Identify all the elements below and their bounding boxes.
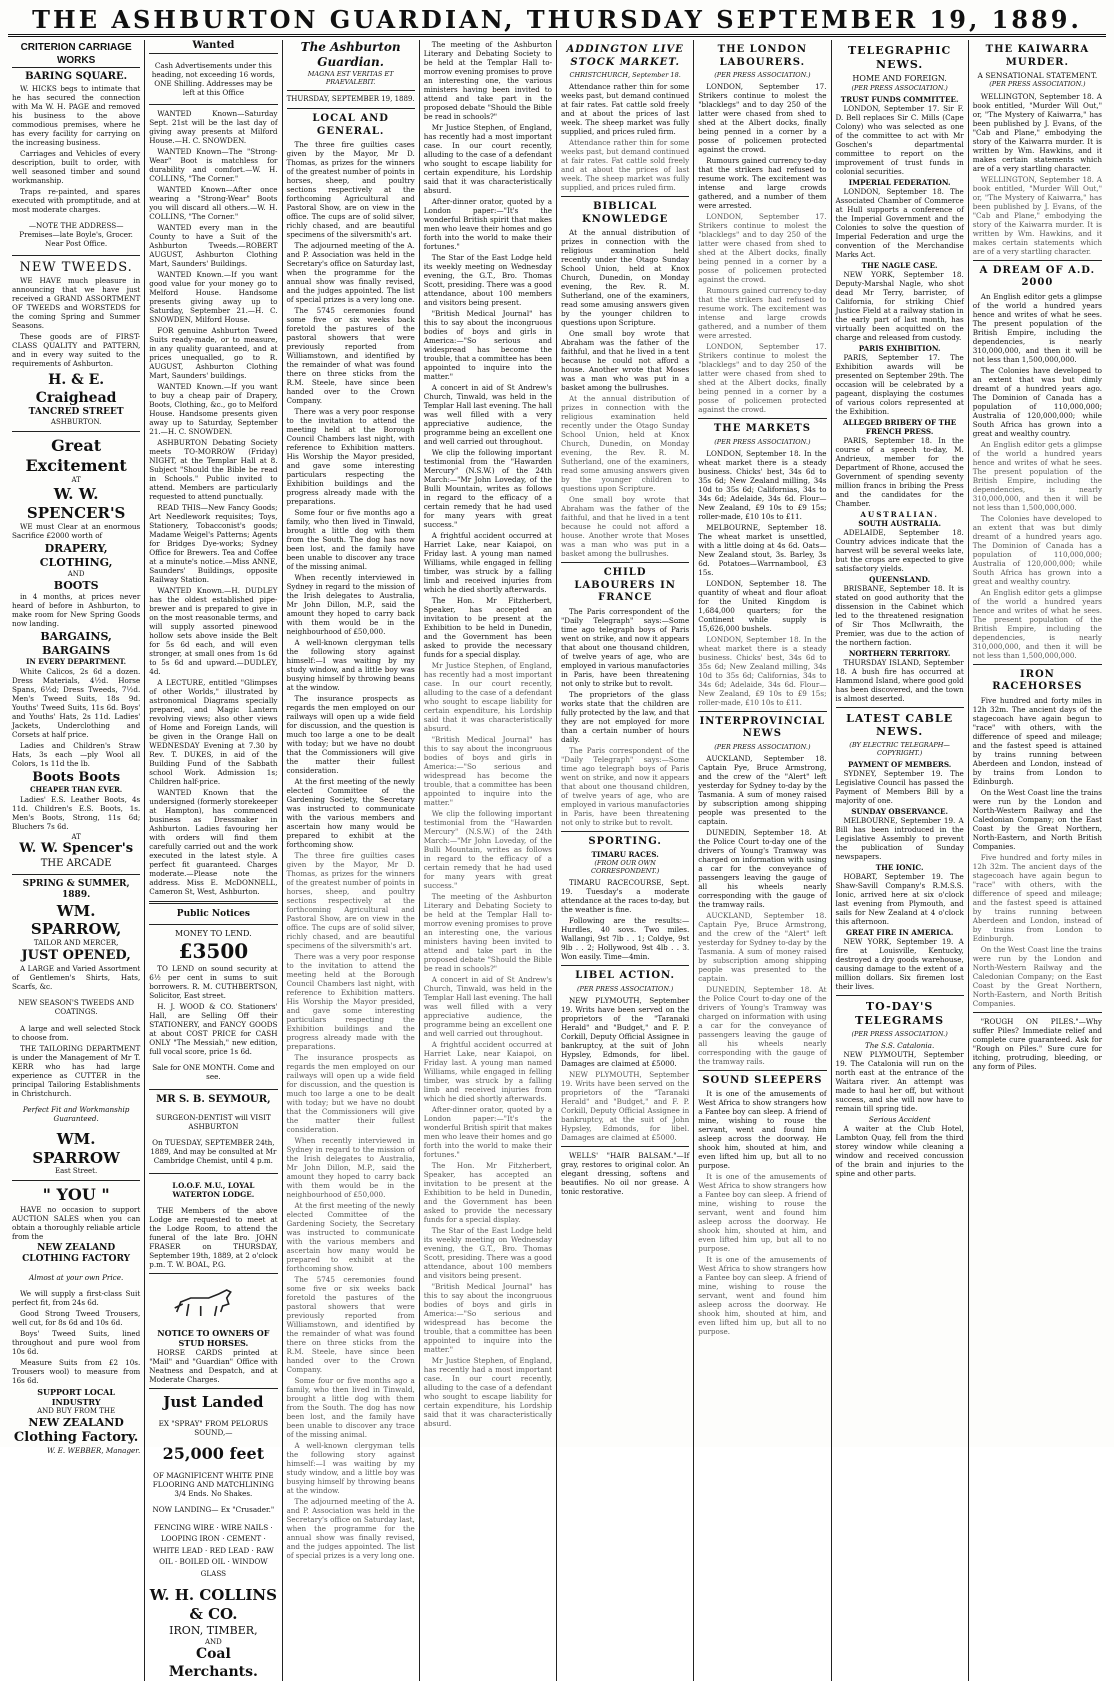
ad-text: NOW LANDING— Ex "Crusader." <box>152 1505 275 1515</box>
section-heading: SOUND SLEEPERS <box>702 1074 823 1086</box>
ad-text: Almost at your own Price. <box>29 1272 124 1282</box>
column-2 <box>145 40 282 1681</box>
article-text: The Colonies have developed to an extent that was but dimly dreamt of a hundred years ago. The Dominion of Canada has a population of 110,000,000; Australia of 120,000,000; while South Africa has grown into a great and wealthy country. <box>972 513 1102 586</box>
ad-heading: 25,000 feet <box>162 1444 265 1464</box>
wanted-ad: ASHBURTON Debating Society meets TO-MORROW (Friday) NIGHT, at the Templar Hall at 8. Subject "Should the Bible be read in Schools." Public invited to attend. Members are particularly requested to attend punctually. <box>149 437 278 501</box>
ad-heading: DRAPERY, CLOTHING, <box>39 542 113 570</box>
ad-subheading: ASHBURTON. <box>50 418 102 427</box>
ad-heading: Coal Merchants. <box>168 1646 258 1680</box>
article-text: TIMARU RACECOURSE, Sept. 19. Tuesday's a moderate attendance at the races to-day, but the weather is fine. <box>561 878 690 915</box>
article-text: At the first meeting of the newly elected Committee of the Gardening Society, the Secretary was instructed to communicate with the various members and ascertain how many would be prepared to exhibit at the forthcoming show. <box>286 1201 415 1273</box>
ad-heading: NEW ZEALAND CLOTHING FACTORY <box>22 1243 131 1265</box>
section-heading: BIBLICAL KNOWLEDGE <box>581 201 669 225</box>
article-text: LONDON, September 17. Sir F. D. Bell replaces Sir C. Mills (Cape Colony) who was selected as one of the committee to act with Mr Goschen's departmental committee to report on the improvement of trust funds in colonial securities. <box>835 103 964 176</box>
byline: (BY ELECTRIC TELEGRAPH—COPYRIGHT.) <box>849 741 950 758</box>
ad-heading: W. W. SPENCER'S <box>26 484 126 522</box>
article-text: The Hon. Mr Fitzherbert, Speaker, has accepted an invitation to be present at the Exhibition to be held in Dunedin, and the Government has been asked to provide the necessary funds for a special display. <box>423 596 552 659</box>
ad-heading: SUPPORT LOCAL INDUSTRY <box>37 1387 116 1407</box>
article-text: It is one of the amusements of West Africa to show strangers how a Fantee boy can sleep. A friend of mine, wishing to rouse the servant, went and found him asleep across the doorway. He shook him, shouted at him, and even lifted him up, but all to no purpose. <box>698 1089 827 1171</box>
ad-text: Ladies' E.S. Leather Boots, 4s 11d. Children's E.S. Boots, 1s. Men's Boots, Strong, 11s 6d; Bluchers 7s 6d. <box>12 794 141 831</box>
ad-heading: W. H. COLLINS & CO. <box>149 1586 277 1624</box>
paper-motto: MAGNA EST VERITAS ET PRAEVALEBIT. <box>307 70 394 87</box>
article-text: Attendance rather thin for some weeks past, but demand continued at fair rates. Fat cattle sold freely and at about the prices of last week. The sheep market was fully supplied, and prices ruled firm. <box>561 82 690 137</box>
article-text: Attendance rather thin for some weeks past, but demand continued at fair rates. Fat cattle sold freely and at about the prices of last week. The sheep market was fully supplied, and prices ruled firm. <box>561 138 690 193</box>
wanted-ad: FOR genuine Ashburton Tweed Suits ready-made, or to measure, in any quality guaranteed, and at prices unequalled, go to R. AUGUST, Ashburton Clothing Mart, Saunders' buildings. <box>149 325 278 380</box>
wanted-ad: WANTED Known.—If you want to buy a cheap pair of Drapery, Boots, Clothing, &c., go to Melford House. Handsome presents given away up to Saturday, September 21.—H. C. SNOWDEN. <box>149 381 278 436</box>
section-heading: Wanted <box>149 40 277 54</box>
ad-text: A large and well selected Stock to choose from. <box>12 1023 141 1042</box>
ad-text: —NOTE THE ADDRESS— Premises—late Boyle's, Grocer. Near Post Office. <box>19 220 133 248</box>
notice-text: H. J. WOOD & CO. Stationers' Hall, are Selling Off their STATIONERY, and FANCY GOODS at about COST PRICE for CASH ONLY "The Messiah," new edition, full vocal score, price 1s 6d. <box>149 1002 278 1057</box>
wanted-ad: READ THIS—New Fancy Goods; Art Needlework requisites; Toys, Stationery, Tobacconist's goods; Madame Weigel's Patterns; Agents for Bridges Dye-works; Sydney Office for Brewers. Tea and Coffee at a minute's notice.—Miss ANNE, Saunders' Buildings, opposite Railway Station. <box>149 502 278 584</box>
article-text: On the West Coast line the trains were run by the London and North-Western Railway and the Caledonian Company; on the East Coast by the Great Northern, North-Eastern, and North British Companies. <box>972 944 1102 1008</box>
ad-text: Boys' Tweed Suits, lined throughout and pure wool from 10s 6d. <box>12 1329 141 1356</box>
column-1 <box>8 40 145 1681</box>
news-heading: TRUST FUNDS COMMITTEE. <box>840 94 959 104</box>
byline: (PER PRESS ASSOCIATION.) <box>851 1029 948 1038</box>
ad-heading: WM. SPARROW, <box>30 901 122 939</box>
notice-heading: £3500 <box>178 939 249 964</box>
ad-subheading: AND BUY FROM THE <box>37 1407 116 1415</box>
article-text: On the West Coast line the trains were run by the London and North-Western Railway and the Caledonian Company; on the East Coast by the Great Northern, North-Eastern, and North British Companies. <box>972 787 1102 851</box>
ad-heading: Boots Boots <box>32 769 121 785</box>
section-heading: ADDINGTON LIVE STOCK MARKET. <box>566 44 684 68</box>
news-heading: SUNDAY OBSERVANCE. <box>851 807 948 817</box>
article-text: AUCKLAND, September 18. Captain Pye, Bruce Armstrong, and the crew of the "Alert" left yesterday for Sydney to-day by the Tasmania. A sum of money raised by subscription among shipping people was presented to the captain. <box>698 910 827 983</box>
article-text: The Paris correspondent of the "Daily Telegraph" says:—Some time ago telegraph boys of Paris went on strike, and now it appears that about one thousand children, of twelve years of age, who are employed in various manufactories in Paris, have been threatening not only to strike but to revolt. <box>561 745 690 827</box>
article-text: A concert in aid of St Andrew's Church, Tinwald, was held in the Templar Hall last evening. The hall was well filled with a very appreciative audience, the programme being an excellent one and well carried out throughout. <box>423 975 552 1038</box>
article-text: An English editor gets a glimpse of the world a hundred years hence and writes of what he sees. The present population of the British Empire, including the dependencies, is nearly 310,000,000, and then it will be not less than 1,500,000,000. <box>972 439 1102 512</box>
article-text: SYDNEY, September 19. The Legislative Council has passed the Payment of Members Bill by a majority of one. <box>835 769 964 806</box>
notice-text: TO LEND on sound security at 6½ per cent in sums to suit borrowers. R. M. CUTHBERTSON, Solicitor, East street. <box>149 964 278 1001</box>
news-heading: GREAT FIRE IN AMERICA. <box>845 928 954 938</box>
article-text: The 5745 ceremonies found some five or six weeks back foretold the pastures of the pastoral showers that were previously reported from Williamstown, and identified by the remainder of what was found there on three sticks from the R.M. Steele, have since been handed over to the Crown Company. <box>286 1275 415 1374</box>
section-heading: INTERPROVINCIAL NEWS <box>699 715 826 740</box>
news-heading: THE NAGLE CASE. <box>861 260 938 270</box>
article-text: One small boy wrote that Abraham was the father of the faithful, and that he lived in a tent because he could not afford a house. Another wrote that Moses was a man who was put in a basket among the bullrushes. <box>561 329 690 393</box>
section-heading: LATEST CABLE NEWS. <box>846 711 954 739</box>
ad-text: WE HAVE much pleasure in announcing that we have just received a GRAND ASSORTMENT OF TWEEDS and WORSTEDS for the coming Spring and Summer Seasons. <box>12 276 141 331</box>
article-text: A frightful accident occurred at Harriet Lake, near Kaiapoi, on Friday last. A young man named Williams, while engaged in felling timber, was struck by a falling limb and received injuries from which he died shortly afterwards. <box>423 531 552 594</box>
article-text: Rumours gained currency to-day that the strikers had refused to resume work. The excitement was intense and large crowds gathered, and a number of them were arrested. <box>698 286 827 341</box>
article-text: PARIS, September 18. In the course of a speech to-day, M. Andrieux, member for the Department of Rhone, accused the Government of spending seventy million francs in bribing the Press and the candidates for the Chamber. <box>835 435 964 508</box>
issue-date: THURSDAY, SEPTEMBER 19, 1889. <box>286 95 415 104</box>
ad-heading: BOOTS <box>53 578 99 592</box>
section-heading: Public Notices <box>176 908 250 919</box>
article-text: The Star of the East Lodge held its weekly meeting on Wednesday evening, the G.T., Bro. Thomas Scott, presiding. There was a good attendance, about 100 members and visitors being present. <box>423 1226 552 1280</box>
ad-text: THE TAILORING DEPARTMENT is under the Management of Mr T. KERR who has had large experience as CUTTER in the principal Tailoring Establishments in Christchurch. <box>12 1043 141 1098</box>
news-heading: QUEENSLAND. <box>869 574 931 584</box>
article-text: At the annual distribution of prizes in connection with the religious examination held recently under the Otago Sunday School Union, held at Knox Church, Dunedin, on Monday evening, the Rev. R. M. Sutherland, one of the examiners, read some amusing answers given by the younger children to questions upon Scripture. <box>561 394 690 494</box>
article-text: LONDON, September 18. The quantity of wheat and flour afloat for the United Kingdom is 1,684,000 quarters; for the Continent while supply is 15,626,000 bushels. <box>698 578 827 633</box>
section-subheading: A SENSATIONAL STATEMENT. <box>977 71 1098 80</box>
article-text: LONDON, September 17. Strikers continue to molest the "blacklegs" and to day 250 of the latter were chased from shed to shed at the Albert docks, finally being penned in a corner by a posse of policemen protected against the crowd. <box>698 342 827 415</box>
column-7 <box>832 40 969 1681</box>
notice-heading: NOTICE TO OWNERS OF STUD HORSES. <box>157 1327 270 1348</box>
wanted-ad: WANTED Known—The "Strong-Wear" Boot is matchless for durability and comfort.—W. H. COLLINS, "The Corner." <box>149 146 278 183</box>
article-text: THURSDAY ISLAND, September 18. A bush fire has occurred at Hammond Island, where good gold has been discovered, and the town is almost deserted. <box>835 657 964 703</box>
news-heading: PAYMENT OF MEMBERS. <box>847 760 952 770</box>
wanted-ad: WANTED Known—After once wearing a "Strong-Wear" Boots you will discard all others.—W. H. COLLINS, "The Corner." <box>149 184 278 221</box>
article-text: The insurance prospects as regards the men employed on our railways will open up a wide field for discussion, and the question is much too large a one to be dealt with today; but we have no doubt that the Commissioners will give the matter their fullest consideration. <box>286 694 415 775</box>
article-text: DUNEDIN, September 18. At the Police Court to-day one of the drivers of Young's Tramway was charged on information with using a car for the conveyance of passengers leaving the gauge of all his wheels nearly corresponding with the gauge of the tramway rails. <box>698 984 827 1066</box>
notice-text: I.O.O.F. M.U., LOYAL WATERTON LODGE. <box>172 1180 255 1199</box>
ad-heading: BARGAINS, BARGAINS <box>40 630 112 658</box>
wanted-ad: WANTED Known.—H. DUDLEY has the oldest established pipe-brewer and is prepared to give in on the most reasonable terms, and will supply assorted pinewood hollow sets above inside the Belt for 5s 6d each, and will even stronger, at small ones from 1s 6d to 5s 6d and upward.—DUDLEY, 4d. <box>149 585 278 676</box>
ad-text: White Calicos, 2s 6d a dozen. Dress Materials, 4½d. Horse Spans, 6½d; Dress Tweeds, 7½d. Men's Tweed Suits, 18s 9d. Youths' Tweed Suits, 11s 6d. Boys' and Youths' Hats, 2s 11d. Ladies' Jackets, Underclothing and Corsets at half price. <box>12 666 141 739</box>
article-text: After-dinner orator, quoted by a London paper:—"It's the wonderful British spirit that makes men who leave their homes and go forth into the world to make their fortunes." <box>423 197 552 251</box>
article-text: The Colonies have developed to an extent that was but dimly dreamt of a hundred years ago. The Dominion of Canada has a population of 110,000,000; Australia of 120,000,000; while South Africa has grown into a great and wealthy country. <box>972 365 1102 438</box>
article-text: Some four or five months ago a family, who then lived in Tinwald, brought a little dog with them from the South. The dog has now been lost, and the family have been unable to discover any trace of the missing animal. <box>286 508 415 571</box>
ad-text: Carriages and Vehicles of every description, built to order, with well seasoned timber and sound workmanship. <box>12 148 141 185</box>
article-text: The meeting of the Ashburton Literary and Debating Society to be held at the Templar Hall to-morrow evening promises to prove an interesting one, the various ministers having been invited to attend and take part in the proposed debate "Should the Bible be read in schools?" <box>423 892 552 973</box>
article-text: NEW PLYMOUTH, September 19. The Catalonia will run on the north east at the entrance of the Waitara river. An attempt was made to haul her off, but without success, and she will now have to remain till spring tide. <box>835 1050 964 1113</box>
ad-subheading: CHEAPER THAN EVER. <box>29 784 123 794</box>
article-text: NEW YORK, September 18. Deputy-Marshal Nagle, who shot dead Mr Terry, barrister, of California, for striking Chief Justice Field at a railway station in the early part of last month, has virtually been acquitted on the charge and released from custody. <box>835 269 964 342</box>
article-text: A concert in aid of St Andrew's Church, Tinwald, was held in the Templar Hall last evening. The hall was well filled with a very appreciative audience, the programme being an excellent one and well carried out throughout. <box>423 383 552 446</box>
article-text: The three fire guilties cases given by the Mayor, Mr D. Thomas, as prizes for the winners of the greatest number of points in horses, sheep, and poultry sections respectively at the forthcoming Agricultural and Pastoral Show, are on view in the office. The cups are of solid silver, richly chased, and are beautiful specimens of the silversmith's art. <box>286 140 415 239</box>
section-heading: THE KAIWARRA MURDER. <box>985 44 1090 68</box>
article-text: It is one of the amusements of West Africa to show strangers how a Fantee boy can sleep. A friend of mine, wishing to rouse the servant, went and found him asleep across the doorway. He shook him, shouted at him, and even lifted him up, but all to no purpose. <box>698 1255 827 1337</box>
article-text: WELLINGTON, September 18. A book entitled, "Murder Will Out," or, "The Mystery of Kaiwarra," has been published by J. Evans, of the "Cab and Plane," embodying the story of the Kaiwarra murder. It is written by Wm. Hawkins, and it makes certain statements which are of a very startling character. <box>972 174 1102 256</box>
article-text: A well-known clergyman tells the following story against himself:—I was waiting by my study window, and a little boy was busying himself by throwing beans at the window. <box>286 1441 415 1495</box>
notice-text: Cash Advertisements under this heading, not exceeding 16 words, ONE Shilling. Addresses may be left at this Office <box>151 60 275 97</box>
article-text: Mr Justice Stephen, of England, has recently had a most important case. In our court recently, alluding to the case of a defendant who sought to escape liability for certain expenditure, his Lordship said that it was characteristically absurd. <box>423 123 552 195</box>
article-text: There was a very poor response to the invitation to attend the meeting held at the Borough Council Chambers last night, with reference to Exhibition matters. His Worship the Mayor presided, and gave some interesting particulars respecting the Exhibition buildings and the progress already made with the preparations. <box>286 952 415 1051</box>
ad-text: Good Strong Tweed Trousers, well cut, for 8s 6d and 10s 6d. <box>12 1309 141 1327</box>
notice-heading: MR S. B. SEYMOUR, <box>156 1093 271 1105</box>
paper-title: The Ashburton Guardian. <box>300 40 401 69</box>
ad-heading: WM. SPARROW <box>32 1129 120 1167</box>
wanted-ad: WANTED Known.—If you want good value for your money go to Melford House. Handsome presents giving away up to Saturday, September 21.—H. C. SNOWDEN, Milford House. <box>149 269 278 324</box>
section-heading: LOCAL AND GENERAL. <box>312 113 389 137</box>
ad-subheading: IRON, TIMBER, <box>169 1623 258 1637</box>
byline: (PER PRESS ASSOCIATION.) <box>851 83 948 92</box>
article-text: When recently interviewed in Sydney in regard to the mission of the Irish delegates to Australia, Mr John Dillon, M.P., said the amount they hoped to carry back with them would be in the neighbourhood of £50,000. <box>286 1136 415 1199</box>
ad-heading: JUST OPENED, <box>21 947 131 963</box>
section-heading: THE LONDON LABOURERS. <box>717 44 808 68</box>
article-text: Some four or five months ago a family, who then lived in Tinwald, brought a little dog with them from the South. The dog has now been lost, and the family have been unable to discover any trace of the missing animal. <box>286 1376 415 1439</box>
article-text: The 5745 ceremonies found some five or six weeks back foretold the pastures of the pastoral showers that were previously reported from Williamstown, and identified by the remainder of what was found there on three sticks from the R.M. Steele, have since been handed over to the Crown Company. <box>286 306 415 405</box>
news-heading: NORTHERN TERRITORY. <box>848 648 951 658</box>
notice-text: HORSE CARDS printed at "Mail" and "Guardian" Office with Neatness and Despatch, and at Moderate Charges. <box>149 1347 278 1384</box>
ad-subheading: BARING SQUARE. <box>25 71 128 82</box>
article-text: After-dinner orator, quoted by a London paper:—"It's the wonderful British spirit that makes men who leave their homes and go forth into the world to make their fortunes." <box>423 1105 552 1159</box>
article-text: Mr Justice Stephen, of England, has recently had a most important case. In our court recently, alluding to the case of a defendant who sought to escape liability for certain expenditure, his Lordship said that it was characteristically absurd. <box>423 661 552 733</box>
column-4 <box>420 40 557 1681</box>
article-text: The meeting of the Ashburton Literary and Debating Society to be held at the Templar Hall to-morrow evening promises to prove an interesting one, the various ministers having been invited to attend and take part in the proposed debate "Should the Bible be read in schools?" <box>423 40 552 121</box>
ad-subheading: THE ARCADE <box>40 857 112 869</box>
article-text: An English editor gets a glimpse of the world a hundred years hence and writes of what he sees. The present population of the British Empire, including the dependencies, is nearly 310,000,000, and then it will be not less than 1,500,000,000. <box>972 291 1102 364</box>
ad-text: We will supply a first-class Suit perfect fit, from 24s 6d. <box>12 1289 141 1307</box>
ad-text: FENCING WIRE · WIRE NAILS · LOOPING IRON · CEMENT · WHITE LEAD · RED LEAD · RAW OIL · BOILED OIL · WINDOW GLASS <box>152 1522 274 1578</box>
ad-text: Traps re-painted, and spares executed with promptitude, and at most moderate charges. <box>12 186 141 214</box>
article-text: Five hundred and forty miles in 12h 32m. The ancient days of the stagecoach have again begun to "race" with others, with the difference of speed and mileage; and the fastest speed is attained by trains running between Aberdeen and London, instead of by trains from London to Edinburgh. <box>972 852 1102 943</box>
ad-subheading: AT <box>71 832 81 841</box>
ad-text: Measure Suits from £2 10s. Trousers wool) to measure from 16s 6d. <box>12 1358 141 1385</box>
article-text: The three fire guilties cases given by the Mayor, Mr D. Thomas, as prizes for the winners of the greatest number of points in horses, sheep, and poultry sections respectively at the forthcoming Agricultural and Pastoral Show, are on view in the office. The cups are of solid silver, richly chased, and are beautiful specimens of the silversmith's art. <box>286 851 415 950</box>
news-heading: The S.S. Catalonia. <box>865 1041 935 1050</box>
ad-heading: CRITERION CARRIAGE WORKS <box>12 42 140 68</box>
section-subheading: TIMARU RACES. <box>591 850 659 860</box>
article-text: Five hundred and forty miles in 12h 32m. The ancient days of the stagecoach have again begun to "race" with others, with the difference of speed and mileage; and the fastest speed is attained by trains running between Aberdeen and London, instead of by trains from London to Edinburgh. <box>972 695 1102 786</box>
ad-heading: Great Excitement <box>25 436 127 476</box>
notice-heading: MONEY TO LEND. <box>175 929 252 939</box>
columns <box>8 40 1106 1680</box>
article-text: The proprietors of the glass works state that the children are fully protected by the law, and that they are not employed for more than a certain number of hours daily. <box>561 689 690 744</box>
article-text: "British Medical Journal" has this to say about the incongruous bodies of boys and girls in America:—"So serious and widespread has become the trouble, that a committee has been appointed to inquire into the matter." <box>423 309 552 381</box>
ad-subheading: AND <box>67 569 85 578</box>
byline: (PER PRESS ASSOCIATION.) <box>714 437 811 446</box>
article-text: NEW YORK, September 19. A fire at Louisville, Kentucky, destroyed a dry goods warehouse, causing damage to the extent of a million dollars. Six firemen lost their lives. <box>835 937 964 992</box>
ad-text: Perfect Fit and Workmanship Guaranteed. <box>22 1104 130 1123</box>
column-3 <box>283 40 420 1681</box>
article-text: LONDON, September 17. Strikers continue to molest the "blacklegs" and to day 250 of the latter were chased from shed to shed at the Albert docks, finally being penned in a corner by a posse of policemen protected against the crowd. <box>698 82 827 155</box>
article-text: We clip the following important testimonial from the "Hawarden Mercury" (N.S.W.) of the 24th March:—"Mr John Loveday, of the Bulli Mountain, writes as follows in regard to the efficacy of a certain remedy that he had used for many years with great success." <box>423 448 552 529</box>
byline: (PER PRESS ASSOCIATION.) <box>714 71 811 79</box>
section-heading: CHILD LABOURERS IN FRANCE <box>574 567 676 604</box>
ad-heading: W. W. Spencer's <box>19 841 134 857</box>
ad-text: Ladies and Children's Straw Hats, 3s each —ply Wool all Colors, 1s 11d the lb. <box>12 740 141 768</box>
ad-text: in 4 months, at prices never heard of before in Ashburton, to make room for New Spring Goods now landing. <box>12 592 141 629</box>
notice-text: SURGEON-DENTIST will VISIT ASHBURTON <box>155 1113 271 1132</box>
article-text: A waiter at the Club Hotel, Lambton Quay, fell from the third storey window while cleaning a window and received concussion of the brain and injuries to the spine and other parts. <box>835 1124 964 1178</box>
notice-text: THE Members of the above Lodge are requested to meet at the Lodge Room, to attend the funeral of the late Bro. JOHN FRASER on THURSDAY, September 19th, 1889, at 2 o'clock p.m. T. W. BOAL, P.G. <box>149 1205 278 1269</box>
section-heading: IRON RACEHORSES <box>992 668 1083 692</box>
race-results: Following are the results:— Hurdles, 40 sovs. Two miles. Wallangi, 9st 7lb . . 1; Coldye, 9st 9lb . . 2; Hollywood, 9st 4lb . . 3. Won easily. Time—4min. <box>561 916 690 962</box>
news-heading: SOUTH AUSTRALIA. <box>858 518 942 528</box>
wanted-ad: A LECTURE, entitled "Glimpses of other Worlds," illustrated by astronomical Diagrams specially prepared, and Magic Lantern revolving views; also other views of Home and Foreign Lands, will be given in the Orange Hall on WEDNESDAY Evening at 7.30 by Rev. T. DUKES, in aid of the Building Fund of the Sabbath school Work. Admission 1s; Children half-price. <box>149 677 278 786</box>
article-text: DUNEDIN, September 18. At the Police Court to-day one of the drivers of Young's Tramway was charged on information with using a car for the conveyance of passengers leaving the gauge of all his wheels nearly corresponding with the gauge of the tramway rails. <box>698 827 827 909</box>
section-heading: THE MARKETS <box>713 423 811 435</box>
article-text: MELBOURNE, September 18. The wheat market is unsettled, with a little doing at 4s 6d. Oats—New Zealand stout, 3s. Barley, 3s 6d. Potatoes—Warrnambool, £3 15s. <box>698 522 827 577</box>
article-text: PARIS, September 17. The Exhibition awards will be presented on September 29th. The occasion will be celebrated by a pageant, displaying the costumes of various colors represented at the Exhibition. <box>835 352 964 416</box>
ad-text: OF MAGNIFICENT WHITE PINE FLOORING AND MATCHLINING 3/4 Ends. No Shakes. <box>152 1471 274 1499</box>
news-heading: AUSTRALIAN. <box>860 509 939 519</box>
news-heading: Serious Accident <box>868 1115 931 1124</box>
notice-text: Sale for ONE MONTH. Come and see. <box>152 1063 275 1082</box>
article-text: One small boy wrote that Abraham was the father of the faithful, and that he lived in a tent because he could not afford a house. Another wrote that Moses was a man who was put in a basket among the bullrushes. <box>561 495 690 559</box>
wanted-ad: WANTED Known—Saturday Sept. 21st will be the last day of giving away presents at Milford House.—H. C. SNOWDEN. <box>149 108 278 145</box>
byline: (PER PRESS ASSOCIATION.) <box>576 984 674 993</box>
article-text: An English editor gets a glimpse of the world a hundred years hence and writes of what he sees. The present population of the British Empire, including the dependencies, is nearly 310,000,000, and then it will be not less than 1,500,000,000. <box>972 587 1102 660</box>
article-text: Rumours gained currency to-day that the strikers had refused to resume work. The excitement was intense and large crowds gathered, and a number of them were arrested. <box>698 156 827 211</box>
article-text: LONDON, September 17. Strikers continue to molest the "blacklegs" and to day 250 of the latter were chased from shed to shed at the Albert docks, finally being penned in a corner by a posse of policemen protected against the crowd. <box>698 212 827 285</box>
section-heading: TELEGRAPHIC NEWS. <box>847 44 952 71</box>
masthead <box>8 4 1106 37</box>
news-heading: PARIS EXHIBITION. <box>858 343 941 353</box>
ad-text: W. HICKS begs to intimate that he has secured the connection with Ma W. H. PAGE and removed his business to the above commodious premises, where he has every facility for carrying on the increasing business. <box>12 83 141 147</box>
article-text: At the first meeting of the newly elected Committee of the Gardening Society, the Secretary was instructed to communicate with the various members and ascertain how many would be prepared to exhibit at the forthcoming show. <box>286 777 415 849</box>
article-text: WELLINGTON, September 18. A book entitled, "Murder Will Out," or, "The Mystery of Kaiwarra," has been published by J. Evans, of the "Cab and Plane," embodying the story of the Kaiwarra murder. It is written by Wm. Hawkins, and it makes certain statements which are of a very startling character. <box>972 91 1102 173</box>
ad-text: EX "SPRAY" FROM PELORUS SOUND,— <box>158 1418 269 1437</box>
article-text: It is one of the amusements of West Africa to show strangers how a Fantee boy can sleep. A friend of mine, wishing to rouse the servant, went and found him asleep across the doorway. He shook him, shouted at him, and even lifted him up, but all to no purpose. <box>698 1172 827 1254</box>
article-text: There was a very poor response to the invitation to attend the meeting held at the Borough Council Chambers last night, with reference to Exhibition matters. His Worship the Mayor presided, and gave some interesting particulars respecting the Exhibition buildings and the progress already made with the preparations. <box>286 407 415 506</box>
ad-heading: " YOU " <box>42 1185 110 1205</box>
section-heading: SPORTING. <box>588 835 662 847</box>
article-text: When recently interviewed in Sydney in regard to the mission of the Irish delegates to Australia, Mr John Dillon, M.P., said the amount they hoped to carry back with them would be in the neighbourhood of £50,000. <box>286 573 415 636</box>
column-6 <box>694 40 831 1681</box>
ad-subheading: East Street. <box>55 1167 98 1176</box>
ad-text: HAVE no occasion to support AUCTION SALES when you can obtain a thoroughly reliable article from the <box>12 1205 141 1242</box>
news-heading: ALLEGED BRIBERY OF THE FRENCH PRESS. <box>842 417 957 436</box>
article-text: A frightful accident occurred at Harriet Lake, near Kaiapoi, on Friday last. A young man named Williams, while engaged in felling timber, was struck by a falling limb and received injuries from which he died shortly afterwards. <box>423 1040 552 1103</box>
article-text: The adjourned meeting of the A. and P. Association was held in the Secretary's office on Saturday last, when the programme for the annual show was finally revised, and the judges appointed. The list of special prizes is a very long one. <box>286 1497 415 1560</box>
article-text: "British Medical Journal" has this to say about the incongruous bodies of boys and girls in America:—"So serious and widespread has become the trouble, that a committee has been appointed to inquire into the matter." <box>423 1282 552 1354</box>
ad-subheading: IN EVERY DEPARTMENT. <box>26 656 127 666</box>
section-heading: TO-DAY'S TELEGRAMS <box>855 1000 945 1028</box>
article-text: The Star of the East Lodge held its weekly meeting on Wednesday evening, the G.T., Bro. Thomas Scott, presiding. There was a good attendance, about 100 members and visitors being present. <box>423 253 552 307</box>
article-text: BRISBANE, September 18. It is stated on good authority that the dissension in the Cabinet which led to the threatened resignation of Sir Thos McIlwraith, the Premier, was due to the action of the northern faction. <box>835 583 964 647</box>
byline: (PER PRESS ASSOCIATION.) <box>989 80 1086 89</box>
column-5 <box>557 40 694 1681</box>
ad-text: WE must Clear at an enormous Sacrifice £2000 worth of <box>12 522 141 541</box>
ad-heading: Just Landed <box>163 1392 264 1411</box>
ad-text: These goods are of FIRST-CLASS QUALITY and PATTERN, and in every way suited to the requirements of Ashburton. <box>12 332 141 369</box>
article-text: WELLS' "HAIR BALSAM."—If gray, restores to original color. An elegant dressing, softens and beautifies. No oil nor grease. A tonic restorative. <box>561 1151 690 1196</box>
notice-text: On TUESDAY, SEPTEMBER 24th, 1889, And may be consulted at Mr Cambridge Chemist, until 4 p.m. <box>150 1138 277 1166</box>
article-text: The adjourned meeting of the A. and P. Association was held in the Secretary's office on Saturday last, when the programme for the annual show was finally revised, and the judges appointed. The list of special prizes is a very long one. <box>286 241 415 304</box>
ad-subheading: TAILOR AND MERCER, <box>33 939 119 948</box>
article-text: "ROUGH ON PILES."—Why suffer Piles? Immediate relief and complete cure guaranteed. Ask for "Rough on Piles." Sure cure for itching, protruding, bleeding, or any form of Piles. <box>972 1016 1102 1071</box>
article-text: ADELAIDE, September 18. Country advices indicate that the harvest will be several weeks late, but the crops are expected to give satisfactory yields. <box>835 527 964 573</box>
article-text: We clip the following important testimonial from the "Hawarden Mercury" (N.S.W.) of the 24th March:—"Mr John Loveday, of the Bulli Mountain, writes as follows in regard to the efficacy of a certain remedy that he had used for many years with great success." <box>423 809 552 890</box>
article-text: The Paris correspondent of the "Daily Telegraph" says:—Some time ago telegraph boys of Paris went on strike, and now it appears that about one thousand children, of twelve years of age, who are employed in various manufactories in Paris, have been threatening not only to strike but to revolt. <box>561 606 690 688</box>
byline: (FROM OUR OWN CORRESPONDENT.) <box>590 859 660 876</box>
article-text: MELBOURNE, September 19. A Bill has been introduced in the Legislative Assembly to prevent the publication of Sunday newspapers. <box>835 816 964 862</box>
article-text: A well-known clergyman tells the following story against himself:—I was waiting by my study window, and a little boy was busying himself by throwing beans at the window. <box>286 638 415 692</box>
article-text: LONDON, September 18. In the wheat market there is a steady business. Chicks' best, 34s 6d to 35s 6d; New Zealand milling, 34s 10d to 35s 6d; Californias, 34s to 34s 6d; Adelaide, 34s 6d. Flour—New Zealand, £9 10s to £9 15s; roller-made, £10 10s to £11. <box>698 448 827 521</box>
ad-heading: SPRING & SUMMER, 1889. <box>22 879 130 901</box>
article-text: At the annual distribution of prizes in connection with the religious examination held recently under the Otago Sunday School Union, held at Knox Church, Dunedin, on Monday evening, the Rev. R. M. Sutherland, one of the examiners, read some amusing answers given by the younger children to questions upon Scripture. <box>561 228 690 328</box>
wanted-ad: WANTED every man in the County to have a Suit of the Ashburton Tweeds.—ROBERT AUGUST, Ashburton Clothing Mart, Saunders' Buildings. <box>149 222 278 268</box>
article-text: LONDON, September 18. In the wheat market there is a steady business. Chicks' best, 34s 6d to 35s 6d; New Zealand milling, 34s 10d to 35s 6d; Californias, 34s to 34s 6d; Adelaide, 34s 6d. Flour—New Zealand, £9 10s to £9 15s; roller-made, £10 10s to £11. <box>698 634 827 707</box>
news-heading: THE IONIC. <box>875 863 924 873</box>
section-heading: A DREAM OF A.D. 2000 <box>979 264 1096 288</box>
wanted-ad: WANTED Known that the undersigned (formerly storekeeper at Hampton), has commenced business as Dressmaker in Ashburton. Ladies favouring her with orders will find them carefully carried out and the work executed in the latest style. A perfect fit guaranteed. Charges moderate.—Please note the address. Miss E. McDONNELL, Cameron St, West, Ashburton. <box>149 787 278 896</box>
ad-text: A LARGE and Varied Assortment of Gentlemen's Shirts, Hats, Scarfs, &c. <box>12 964 141 992</box>
section-subheading: HOME AND FOREIGN. <box>852 73 947 83</box>
article-text: Mr Justice Stephen, of England, has recently had a most important case. In our court recently, alluding to the case of a defendant who sought to escape liability for certain expenditure, his Lordship said that it was characteristically absurd. <box>423 1356 552 1428</box>
article-text: LONDON, September 18. The Associated Chamber of Commerce at Hull supports a conference of the Imperial Government and the Colonies to solve the question of Imperial Federation and urge the convention of the Merchandise Marks Act. <box>835 186 964 259</box>
masthead-title: THE ASHBURTON GUARDIAN, THURSDAY SEPTEMBER 19, 1889. <box>32 4 1082 34</box>
ad-subheading: AND <box>204 1637 222 1646</box>
section-heading: LIBEL ACTION. <box>575 970 676 982</box>
article-text: HOBART, September 19. The Shaw-Savill Company's R.M.S.S. Ionic, arrived here at six o'clock last evening from Plymouth, and sails for New Zealand at 4 o'clock this afternoon. <box>835 872 964 927</box>
column-8 <box>969 40 1106 1681</box>
ad-heading: Clothing Factory. <box>13 1429 139 1445</box>
ad-subheading: TANCRED STREET <box>28 407 124 418</box>
news-heading: IMPERIAL FEDERATION. <box>848 177 951 187</box>
article-text: AUCKLAND, September 18. Captain Pye, Bruce Armstrong, and the crew of the "Alert" left yesterday for Sydney to-day by the Tasmania. A sum of money raised by subscription among shipping people was presented to the captain. <box>698 753 827 826</box>
dateline: CHRISTCHURCH, September 18. <box>569 71 681 79</box>
ad-text: NEW SEASON'S TWEEDS AND COATINGS. <box>18 998 134 1017</box>
ad-heading: H. & E. Craighead <box>35 372 117 406</box>
article-text: The insurance prospects as regards the men employed on our railways will open up a wide field for discussion, and the question is much too large a one to be dealt with today; but we have no doubt that the Commissioners will give the matter their fullest consideration. <box>286 1053 415 1134</box>
byline: (PER PRESS ASSOCIATION.) <box>714 742 811 751</box>
article-text: NEW PLYMOUTH, September 19. Writs have been served on the proprietors of the "Taranaki Herald" and "Budget," and F. P. Corkill, Deputy Official Assignee in bankruptcy, at the suit of John Hypsley, Edmonds, for libel. Damages are claimed at £5000. <box>561 996 690 1068</box>
article-text: The Hon. Mr Fitzherbert, Speaker, has accepted an invitation to be present at the Exhibition to be held in Dunedin, and the Government has been asked to provide the necessary funds for a special display. <box>423 1161 552 1224</box>
ad-heading: NEW ZEALAND <box>28 1415 124 1429</box>
ad-heading: NEW TWEEDS. <box>19 259 133 275</box>
article-text: "British Medical Journal" has this to say about the incongruous bodies of boys and girls in America:—"So serious and widespread has become the trouble, that a committee has been appointed to inquire into the matter." <box>423 735 552 807</box>
ad-signature: W. E. WEBBER, Manager. <box>46 1445 141 1455</box>
article-text: NEW PLYMOUTH, September 19. Writs have been served on the proprietors of the "Taranaki Herald" and "Budget," and F. P. Corkill, Deputy Official Assignee in bankruptcy, at the suit of John Hypsley, Edmonds, for libel. Damages are claimed at £5000. <box>561 1070 690 1142</box>
ad-subheading: AT <box>71 476 81 485</box>
horse-illustration <box>149 1284 264 1320</box>
